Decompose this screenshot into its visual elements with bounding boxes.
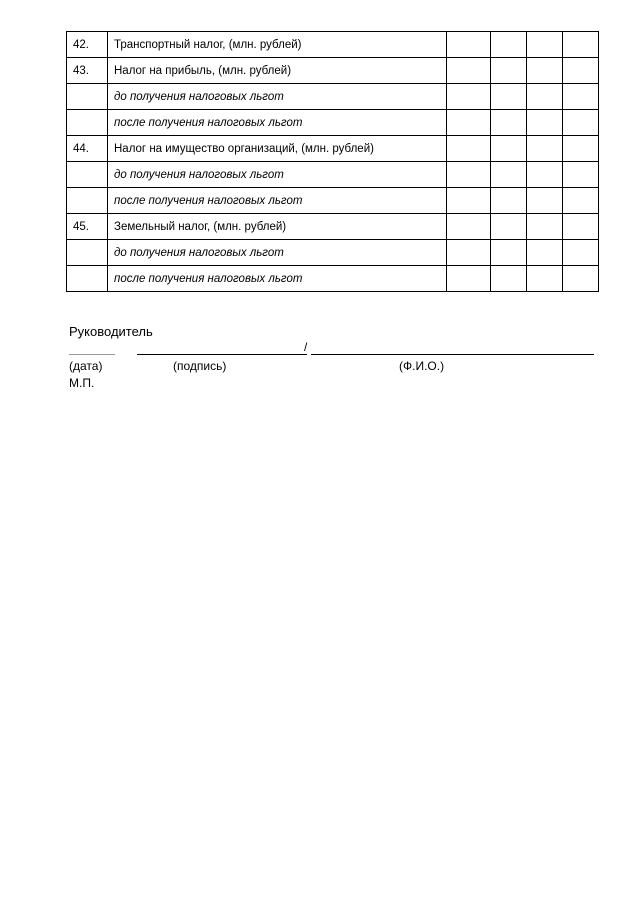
signature-line	[137, 354, 307, 355]
row-label: Налог на имущество организаций, (млн. рублей)	[108, 136, 447, 162]
row-number	[67, 188, 108, 214]
row-number	[67, 84, 108, 110]
value-cell	[491, 214, 527, 240]
row-number	[67, 240, 108, 266]
value-cell	[563, 188, 599, 214]
value-cell	[563, 136, 599, 162]
value-cell	[527, 162, 563, 188]
table-subrow	[67, 84, 599, 110]
value-cell	[447, 32, 491, 58]
seal-mark: М.П.	[69, 376, 95, 390]
row-sublabel: после получения налоговых льгот	[108, 188, 447, 214]
fio-line	[311, 354, 594, 355]
date-line	[69, 354, 115, 355]
value-cell	[527, 136, 563, 162]
value-cell	[563, 58, 599, 84]
table-row	[67, 58, 599, 84]
table-subrow	[67, 162, 599, 188]
table-subrow	[67, 110, 599, 136]
value-cell	[491, 266, 527, 292]
value-cell	[527, 32, 563, 58]
row-number: 42.	[67, 32, 108, 58]
date-caption: (дата)	[69, 359, 103, 373]
row-number: 43.	[67, 58, 108, 84]
row-label: Транспортный налог, (млн. рублей)	[108, 32, 447, 58]
value-cell	[527, 240, 563, 266]
table-row	[67, 136, 599, 162]
value-cell	[563, 162, 599, 188]
value-cell	[491, 162, 527, 188]
value-cell	[447, 240, 491, 266]
row-number	[67, 162, 108, 188]
value-cell	[527, 110, 563, 136]
sign-caption: (подпись)	[173, 359, 227, 373]
value-cell	[563, 32, 599, 58]
row-number: 45.	[67, 214, 108, 240]
value-cell	[491, 188, 527, 214]
value-cell	[491, 240, 527, 266]
value-cell	[491, 58, 527, 84]
value-cell	[491, 32, 527, 58]
value-cell	[447, 110, 491, 136]
row-number	[67, 110, 108, 136]
row-number: 44.	[67, 136, 108, 162]
value-cell	[447, 162, 491, 188]
fio-caption: (Ф.И.О.)	[399, 359, 445, 373]
value-cell	[527, 214, 563, 240]
row-sublabel: до получения налоговых льгот	[108, 240, 447, 266]
signature-title: Руководитель	[69, 324, 153, 339]
value-cell	[527, 58, 563, 84]
value-cell	[447, 136, 491, 162]
row-sublabel: после получения налоговых льгот	[108, 266, 447, 292]
table-row	[67, 32, 599, 58]
tax-table	[66, 31, 599, 292]
tax-table-body	[67, 32, 599, 292]
value-cell	[447, 266, 491, 292]
table-subrow	[67, 266, 599, 292]
row-sublabel: до получения налоговых льгот	[108, 162, 447, 188]
value-cell	[447, 84, 491, 110]
row-number	[67, 266, 108, 292]
value-cell	[527, 84, 563, 110]
signature-separator: /	[304, 340, 308, 354]
value-cell	[447, 58, 491, 84]
table-subrow	[67, 188, 599, 214]
value-cell	[563, 110, 599, 136]
row-label: Налог на прибыль, (млн. рублей)	[108, 58, 447, 84]
value-cell	[563, 84, 599, 110]
row-label: Земельный налог, (млн. рублей)	[108, 214, 447, 240]
value-cell	[491, 110, 527, 136]
value-cell	[563, 214, 599, 240]
value-cell	[491, 136, 527, 162]
table-row	[67, 214, 599, 240]
value-cell	[447, 188, 491, 214]
value-cell	[491, 84, 527, 110]
value-cell	[527, 266, 563, 292]
row-sublabel: до получения налоговых льгот	[108, 84, 447, 110]
value-cell	[563, 266, 599, 292]
value-cell	[563, 240, 599, 266]
row-sublabel: после получения налоговых льгот	[108, 110, 447, 136]
value-cell	[447, 214, 491, 240]
value-cell	[527, 188, 563, 214]
table-subrow	[67, 240, 599, 266]
